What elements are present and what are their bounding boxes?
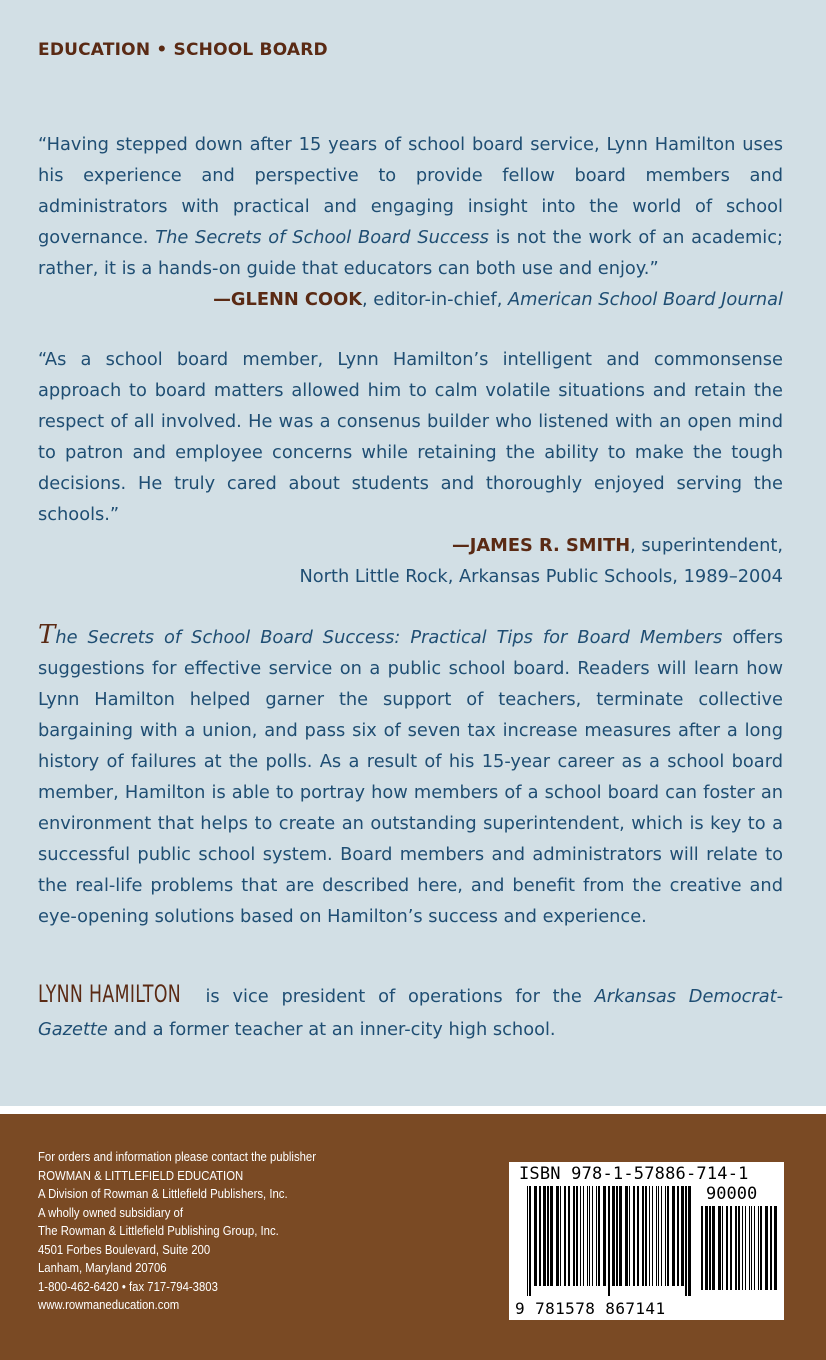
barcode-bar: [573, 1186, 575, 1286]
isbn-barcode: [509, 1162, 784, 1320]
barcode-bar: [556, 1186, 559, 1286]
quote-2-attribution: [38, 530, 783, 561]
barcode-bar: [598, 1186, 600, 1286]
barcode-bar: [529, 1186, 531, 1296]
barcode-bar: [642, 1186, 644, 1286]
contact-line: ROWMAN & LITTLEFIELD EDUCATION: [38, 1167, 244, 1183]
barcode-bar: [616, 1186, 618, 1286]
barcode-bar: [681, 1186, 684, 1286]
barcode-bar: [677, 1186, 679, 1286]
barcode-bar: [685, 1186, 687, 1296]
barcode-bar: [658, 1186, 659, 1286]
barcode-bar: [749, 1206, 750, 1290]
barcode-bar: [735, 1206, 737, 1290]
barcode-bar: [672, 1186, 675, 1286]
barcode-bar: [758, 1206, 759, 1290]
contact-line: 4501 Forbes Boulevard, Suite 200: [38, 1241, 211, 1257]
barcode-bar: [633, 1186, 635, 1286]
barcode-bar: [612, 1186, 615, 1286]
barcode-bar: [701, 1206, 703, 1290]
barcode-bar: [656, 1186, 657, 1286]
book-title: he Secrets of School Board Success: Practical Tips for Board Members: [55, 627, 723, 648]
barcode-bar: [539, 1186, 541, 1286]
author-name: LYNN HAMILTON: [38, 980, 182, 1008]
quote-1-org: American School Board Journal: [508, 289, 783, 310]
barcode-bar: [745, 1206, 746, 1290]
divider: [0, 1106, 826, 1114]
barcode-bar: [718, 1206, 721, 1290]
barcode-bar: [603, 1186, 606, 1286]
barcode-bar: [770, 1206, 772, 1290]
barcode-bar: [665, 1186, 666, 1286]
price-code: 90000: [706, 1184, 758, 1204]
barcode-bar: [760, 1206, 762, 1290]
barcode-bar: [629, 1186, 630, 1286]
book-description: [38, 622, 783, 932]
barcode-bar: [730, 1206, 732, 1290]
barcode-bar: [645, 1186, 647, 1286]
barcode-bar: [625, 1186, 628, 1286]
contact-line: 1-800-462-6420 • fax 717-794-3803: [38, 1278, 218, 1294]
barcode-bar: [705, 1206, 708, 1290]
barcode-bar: [754, 1206, 755, 1290]
barcode-bar: [637, 1186, 639, 1286]
bio-text: is vice president of operations for the: [192, 986, 595, 1007]
contact-line: For orders and information please contact the publisher: [38, 1149, 317, 1164]
barcode-bar: [589, 1186, 590, 1286]
barcode-bar: [592, 1186, 593, 1286]
quote-2-role: , superintendent,: [630, 535, 783, 556]
quote-1-author: —GLENN COOK: [213, 289, 362, 310]
barcode-bar: [564, 1186, 566, 1286]
barcode-bar: [527, 1186, 528, 1296]
barcode-bar: [774, 1206, 777, 1290]
barcode-bar: [619, 1186, 622, 1286]
barcode-bar: [608, 1186, 610, 1296]
barcode-bar: [722, 1206, 723, 1290]
description-text: offers suggestions for effective service on a public school board. Readers will learn how Lynn Hamilton helped garner the support of teachers, terminate collective bargaining with a union, and pass six of seven tax increase measures after a long history of failures at the polls. As a result of his 15-year career as a school board member, Hamilton is able to portray how members of a school board can foster an environment that helps to create an outstanding superintendent, which is key to a successful public school system. Board members and administrators will relate to the real-life problems that are described here, and benefit from the creative and eye-opening solutions based on Hamilton’s success and experience.: [38, 627, 783, 927]
barcode-bar: [712, 1206, 715, 1290]
contact-line: www.rowmaneducation.com: [38, 1297, 180, 1312]
barcode-bar: [742, 1206, 743, 1290]
barcode-bar: [550, 1186, 553, 1286]
quote-1-role: , editor-in-chief,: [361, 289, 509, 310]
bio-newspaper: Arkansas Democrat-Gazette: [38, 986, 783, 1040]
publisher-footer: [0, 1114, 826, 1360]
quote-1-attribution: [38, 284, 783, 315]
drop-cap: T: [38, 620, 56, 650]
barcode-bar: [587, 1186, 588, 1286]
barcode-bar: [547, 1186, 549, 1286]
barcode-bar: [738, 1206, 740, 1290]
barcode-bar: [560, 1186, 561, 1286]
barcode-bar: [534, 1186, 537, 1286]
author-bio: [38, 978, 783, 1046]
barcode-bar: [583, 1186, 584, 1286]
quote-2-author: —JAMES R. SMITH: [452, 535, 631, 556]
barcode-bar: [667, 1186, 669, 1286]
bio-text-end: and a former teacher at an inner-city high school.: [107, 1019, 556, 1040]
category-label: EDUCATION • SCHOOL BOARD: [38, 40, 328, 60]
barcode-bar: [765, 1206, 768, 1290]
barcode-bar: [568, 1186, 570, 1286]
review-quote-2: [38, 344, 783, 592]
ean-digits: 9 781578 867141: [515, 1299, 666, 1318]
isbn-number: ISBN 978-1-57886-714-1: [519, 1164, 749, 1184]
barcode-bar: [726, 1206, 728, 1290]
barcode-bar: [709, 1206, 711, 1290]
barcode-bar: [652, 1186, 653, 1286]
contact-line: A Division of Rowman & Littlefield Publishers, Inc.: [38, 1186, 288, 1201]
quote-1-text-end: is not the work of an academic; rather, it is a hands-on guide that educators can both use and enjoy.”: [38, 227, 783, 279]
quote-1-text: “Having stepped down after 15 years of school board service, Lynn Hamilton uses his experience and perspective to provide fellow board members and administrators with practical and engaging insight into the world of school governance.: [38, 134, 783, 248]
barcode-bar: [751, 1206, 752, 1290]
contact-line: The Rowman & Littlefield Publishing Group, Inc.: [38, 1223, 279, 1238]
barcode-bar: [649, 1186, 650, 1286]
barcode-bar: [580, 1186, 581, 1286]
barcode-bar: [596, 1186, 597, 1286]
contact-line: Lanham, Maryland 20706: [38, 1260, 167, 1275]
review-quote-1: [38, 129, 783, 315]
quote-2-affiliation: North Little Rock, Arkansas Public Schools, 1989–2004: [299, 566, 783, 587]
quote-2-text: “As a school board member, Lynn Hamilton’s intelligent and commonsense approach to board matters allowed him to calm volatile situations and retain the respect of all involved. He was a consenus builder who listened with an open mind to patron and employee concerns while retaining the ability to make the tough decisions. He truly cared about students and thoroughly enjoyed serving the schools.”: [38, 349, 783, 525]
quote-1-book-title: The Secrets of School Board Success: [155, 227, 489, 248]
publisher-contact: [38, 1148, 316, 1315]
barcode-bar: [576, 1186, 578, 1286]
barcode-bar: [661, 1186, 662, 1286]
contact-line: A wholly owned subsidiary of: [38, 1204, 184, 1220]
barcode-bar: [543, 1186, 546, 1286]
barcode-bar: [688, 1186, 691, 1296]
